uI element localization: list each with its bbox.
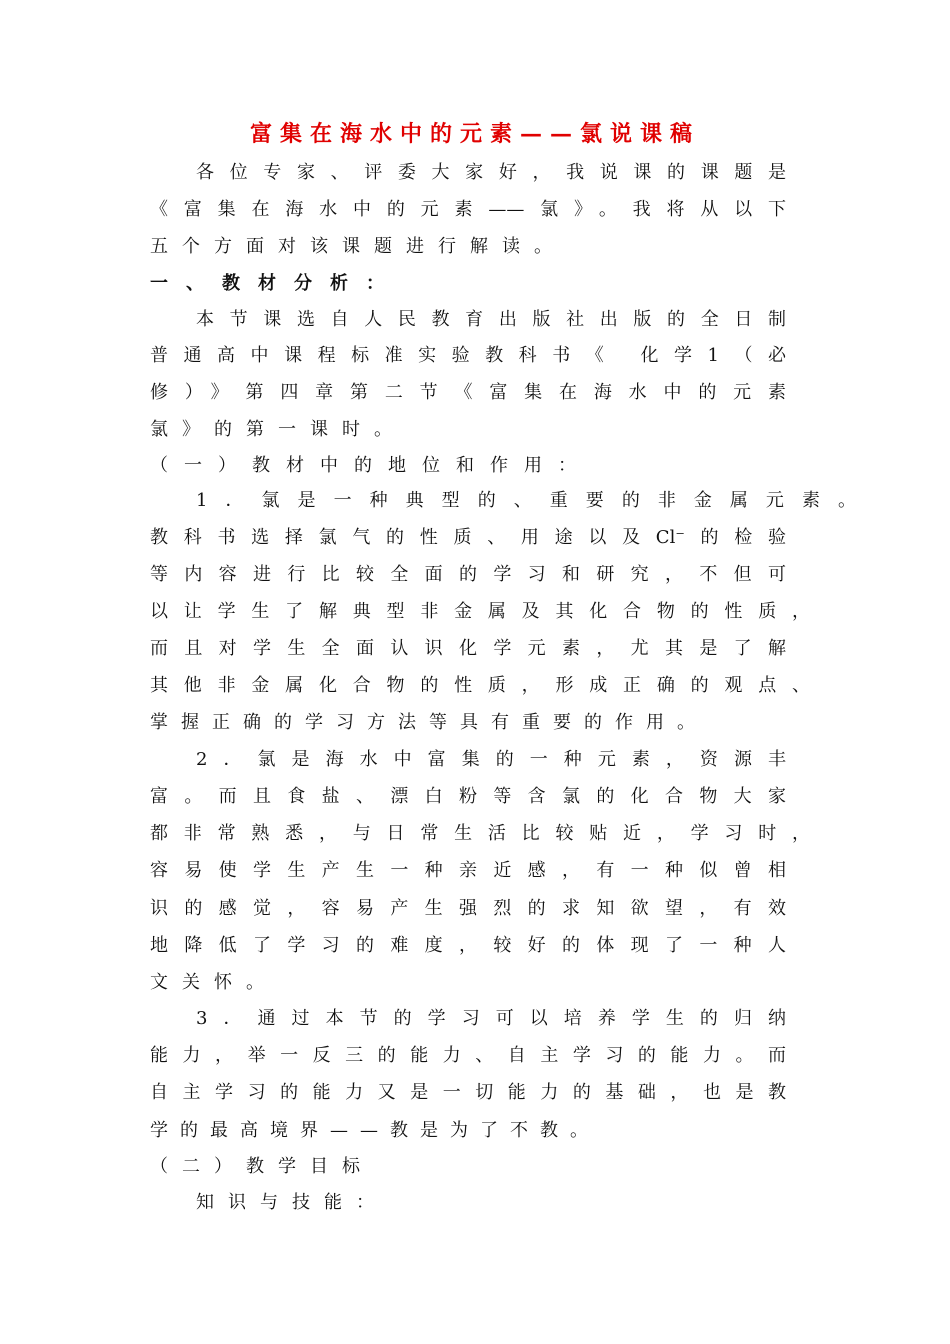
intro-line: 各位专家、评委大家好，我说课的课题是 [196,162,786,183]
paragraph-line: 普通高中课程标准实验教科书《 化学1（必 [150,345,786,366]
paragraph-line: 本节课选自人民教育出版社出版的全日制 [196,309,786,330]
paragraph-line: 以让学生了解典型非金属及其化合物的性质， [150,601,810,622]
paragraph-line: 3．通过本节的学习可以培养学生的归纳 [196,1008,786,1029]
paragraph-line: 地降低了学习的难度，较好的体现了一种人 [150,935,786,956]
paragraph-line: 能力，举一反三的能力、自主学习的能力。而 [150,1045,786,1066]
paragraph-line: 识的感觉，容易产生强烈的求知欲望，有效 [150,898,786,919]
paragraph-line: 掌握正确的学习方法等具有重要的作用。 [150,712,708,733]
paragraph-line: 而且对学生全面认识化学元素，尤其是了解 [150,638,786,659]
paragraph-line: 文关怀。 [150,972,278,993]
section-heading: 一、教材分析： [150,273,402,294]
paragraph-line: 2．氯是海水中富集的一种元素，资源丰 [196,749,786,770]
subsection-heading: （二）教学目标 [150,1156,374,1177]
subsection-heading: （一）教材中的地位和作用： [150,455,592,476]
paragraph-line: 自主学习的能力又是一切能力的基础，也是教 [150,1082,786,1103]
paragraph-line: 修）》第四章第二节《富集在海水中的元素 [150,382,786,403]
document-title: 富集在海水中的元素——氯说课稿 [249,121,700,147]
paragraph-line: 教科书选择氯气的性质、用途以及Cl⁻的检验 [150,527,786,548]
knowledge-heading: 知识与技能： [196,1192,388,1213]
paragraph-line: 等内容进行比较全面的学习和研究，不但可 [150,564,786,585]
intro-line: 《富集在海水中的元素——氯》。我将从以下 [150,199,786,220]
paragraph-line: 其他非金属化合物的性质，形成正确的观点、 [150,675,810,696]
paragraph-line: 氯》的第一课时。 [150,419,406,440]
paragraph-line: 富。而且食盐、漂白粉等含氯的化合物大家 [150,786,786,807]
paragraph-line: 容易使学生产生一种亲近感，有一种似曾相 [150,860,786,881]
paragraph-line: 学的最高境界——教是为了不教。 [150,1120,600,1141]
intro-line: 五个方面对该课题进行解读。 [150,236,566,257]
paragraph-line: 都非常熟悉，与日常生活比较贴近，学习时， [150,823,810,844]
paragraph-line: 1．氯是一种典型的、重要的非金属元素。 [196,490,856,511]
